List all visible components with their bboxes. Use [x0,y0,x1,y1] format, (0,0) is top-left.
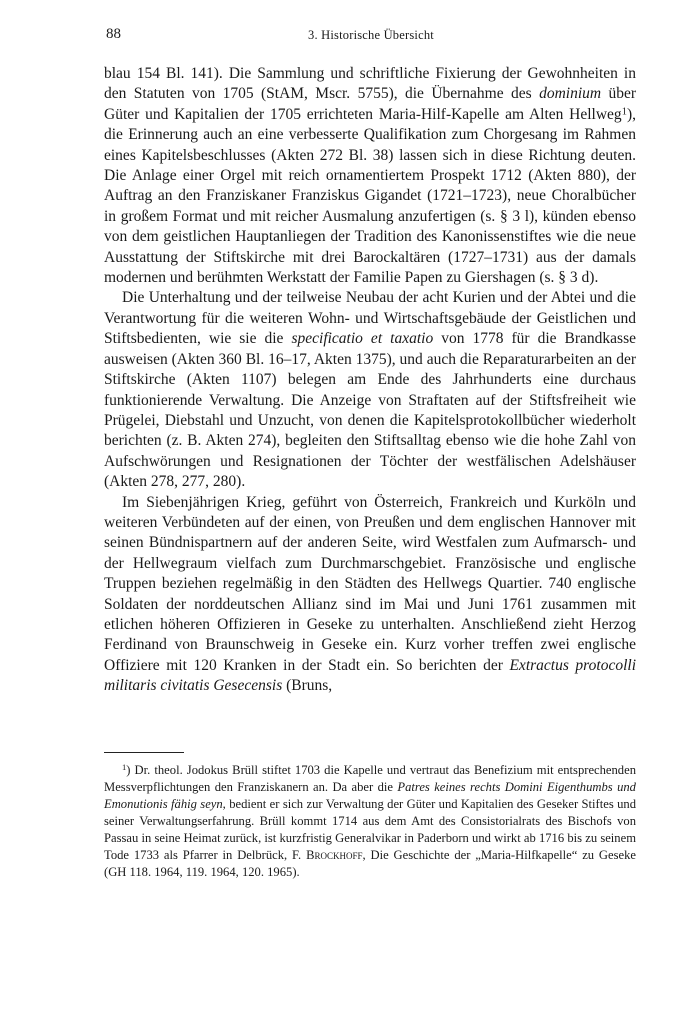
text-run: von 1778 für die Brandkasse ausweisen (Akten 360 Bl. 16–17, Akten 1375), und auch die Reparaturarbeiten an der Stiftskirche (Akten 1107) belegen am Ende des Jahrhunderts eine durchaus funktionierende Verwaltung. Die Anzeige von Straftaten auf der Stiftsfreiheit wie Prügelei, Diebstahl und Unzucht, von denen die Kapitelsprotokollbücher wiederholt berichten (z. B. Akten 274), begleiten den Stiftsalltag ebenso wie die hohe Zahl von Aufschwörungen und Resignationen der Töchter der westfälischen Adelshäuser (Akten 278, 277, 280). [104,330,636,491]
text-run: (Bruns, [282,677,333,695]
main-text [104,64,636,697]
text-run: bedient er sich zur Verwaltung der Güter und Kapitalien des Geseker Stiftes und seiner Verwaltungserfahrung. Brüll kommt 1714 aus dem Amt des Consistorialrats des Bischofs von Passau in seine Heimat zurück, ist kurzfristig Generalvikar in Paderborn und wirkt ab 1716 bis zu seinem Tode 1733 als Pfarrer in Delbrück, F. [104,797,636,862]
text-run: ), die Erinnerung auch an eine verbesserte Qualifikation zum Chorgesang im Rahmen eines Kapitelsbeschlusses (Akten 272 Bl. 38) lassen sich in diese Richtung deuten. Die Anlage einer Orgel mit reich ornamentiertem Prospekt 1712 (Akten 880), der Auftrag an den Franziskaner Franziskus Gigandet (1721–1723), neue Choralbücher in großem Format und mit reicher Ausmalung anzufertigen (s. § 3 l), künden ebenso von dem geistlichen Hauptanliegen der Tradition des Kanonissenstiftes wie die neue Ausstattung der Stiftskirche mit drei Barockaltären (1727–1731) aus der damals modernen und berühmten Werkstatt der Familie Papen zu Giershagen (s. § 3 d). [104,105,636,287]
footnote [104,762,636,881]
text-run: blau 154 Bl. 141). Die Sammlung und schriftliche Fixierung der Gewohnheiten in den Statuten von 1705 (StAM, Mscr. 5755), die Übernahme des [104,65,636,103]
page-number: 88 [106,26,121,42]
paragraph [104,288,636,492]
text-run: ) Dr. theol. Jodokus Brüll stiftet 1703 die Kapelle und vertraut das Benefizium mit entsprechenden Messverpflichtungen den Franziskanern an. Da aber die [104,763,636,794]
page-header [106,26,636,48]
running-head: 3. Historische Übersicht [308,28,434,42]
author-name: Brockhoff [306,848,363,862]
text-run: Die Unterhaltung und der teilweise Neubau der acht Kurien und der Abtei und die Verantwortung für die weiteren Wohn- und Wirtschaftsgebäude der Geistlichen und Stiftsbedienten, wie sie die [104,289,636,348]
paragraph [104,493,636,697]
italic-term: dominium [539,85,602,103]
footnote-divider [104,752,184,753]
paragraph [104,64,636,288]
italic-quote: Patres keines rechts Domini Eigenthumbs und Emonutionis fähig seyn, [104,780,636,811]
italic-title: Extractus protocolli militaris civitatis Gesecensis [104,656,636,695]
italic-term: specificatio et taxatio [291,330,434,348]
text-run: Im Siebenjährigen Krieg, geführt von Österreich, Frankreich und Kurköln und weiteren Verbündeten auf der einen, von Preußen und dem englischen Hannover mit seinen Bündnispartnern auf der anderen Seite, wird Westfalen zum Aufmarsch- und der Hellwegraum vielfach zum Durchmarschgebiet. Französische und englische Truppen beziehen regelmäßig in den Städten des Hellwegs Quartier. 740 englische Soldaten der norddeutschen Allianz sind im Mai und Juni 1761 zusammen mit etlichen höheren Offizieren in Geseke zu unterhalten. Anschließend zieht Herzog Ferdinand von Braunschweig in Geseke ein. Kurz vorher treffen zwei englische Offiziere mit 120 Kranken in der Stadt ein. So berichten der [104,493,636,674]
text-run: , Die Geschichte der „Maria-Hilfkapelle“ zu Geseke (GH 118. 1964, 119. 1964, 120. 1965). [104,848,636,879]
footnote-marker: 1 [122,762,127,773]
footnote-reference[interactable]: 1 [621,106,627,118]
text-run: über Güter und Kapitalien der 1705 errichteten Maria-Hilf-Kapelle am Alten Hellweg [104,85,636,123]
